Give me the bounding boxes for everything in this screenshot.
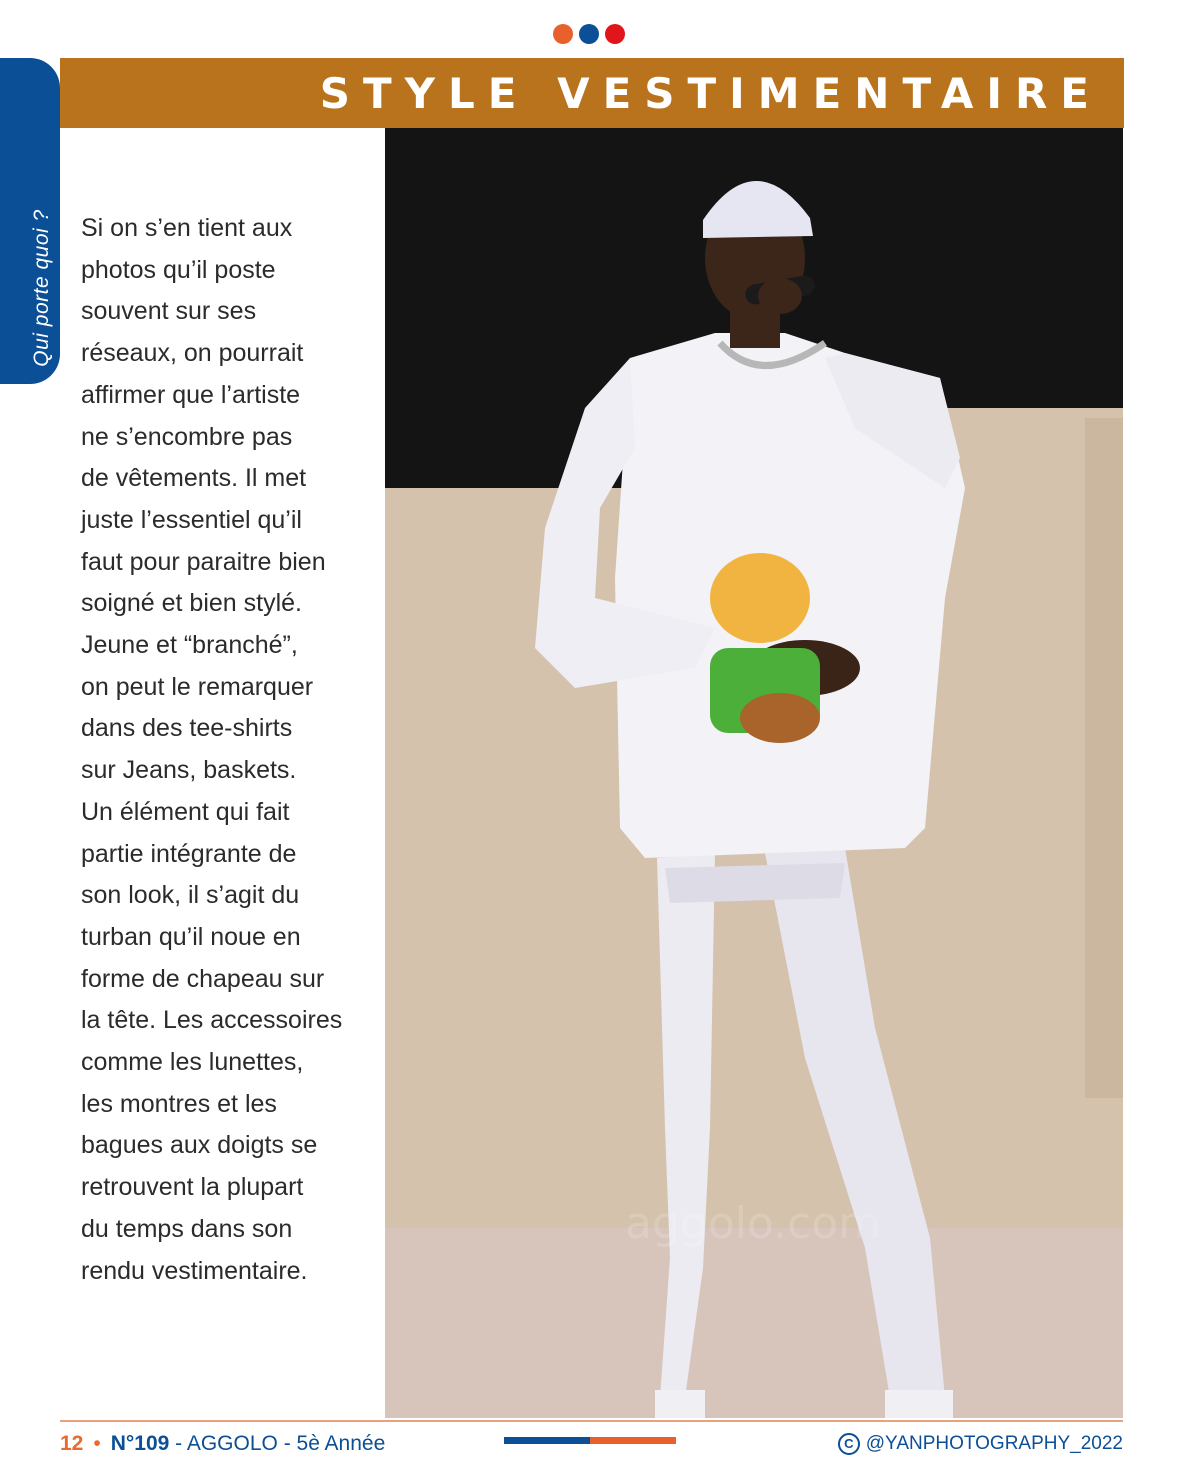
article-line: affirmer que l’artiste [81,380,301,409]
article-line: souvent sur ses [81,297,257,326]
footer-bar-orange [590,1437,676,1444]
article-line: Un élément qui fait [81,797,290,826]
footer-color-bar [504,1437,676,1444]
footer-issue-info [60,1430,385,1458]
copyright-icon: C [838,1433,860,1455]
article-line: retrouvent la plupart [81,1173,304,1202]
photo-credit-text: @YANPHOTOGRAPHY_2022 [865,1433,1123,1454]
article-line: de vêtements. Il met [81,464,307,493]
article-line: photos qu’il poste [81,255,276,284]
article-line: on peut le remarquer [81,672,314,701]
footer-bar-blue [504,1437,590,1444]
decorative-dots [553,24,625,44]
artist-photo [385,128,1123,1418]
article-line: faut pour paraitre bien [81,547,326,576]
dot-red [605,24,625,44]
page-number: 12 [60,1432,84,1455]
article-line: comme les lunettes, [81,1048,304,1077]
article-line: partie intégrante de [81,839,297,868]
dot-orange [553,24,573,44]
section-tab-label: Qui porte quoi ? [30,209,53,367]
article-line: Si on s’en tient aux [81,214,293,242]
article-line: son look, il s’agit du [81,881,300,910]
publication-name: - AGGOLO - 5è Année [169,1432,386,1455]
article-line: la tête. Les accessoires [81,1006,343,1035]
header-bar [60,58,1124,128]
dot-blue [579,24,599,44]
article-line: bagues aux doigts se [81,1131,318,1160]
article-line: Jeune et “branché”, [81,631,298,660]
article-line: sur Jeans, baskets. [81,756,297,785]
article-line: du temps dans son [81,1214,293,1243]
article-line: ne s’encombre pas [81,422,293,451]
article-text [81,208,371,1292]
article-line: rendu vestimentaire. [81,1256,308,1285]
footer-divider [60,1420,1123,1422]
article-line: dans des tee-shirts [81,714,293,743]
issue-number: N°109 [110,1432,170,1455]
article-line: réseaux, on pourrait [81,339,304,368]
photo-credit [838,1430,1123,1458]
article-line: juste l’essentiel qu’il [81,505,302,534]
article-line: les montres et les [81,1089,277,1118]
bullet-separator: • [93,1432,101,1455]
article-line: turban qu’il noue en [81,922,301,951]
photo-watermark: aggolo.com [625,1198,882,1249]
page-title: STYLE VESTIMENTAIRE [319,69,1102,118]
article-line: forme de chapeau sur [81,964,325,993]
article-line: soigné et bien stylé. [81,589,302,618]
section-tab [0,58,60,384]
